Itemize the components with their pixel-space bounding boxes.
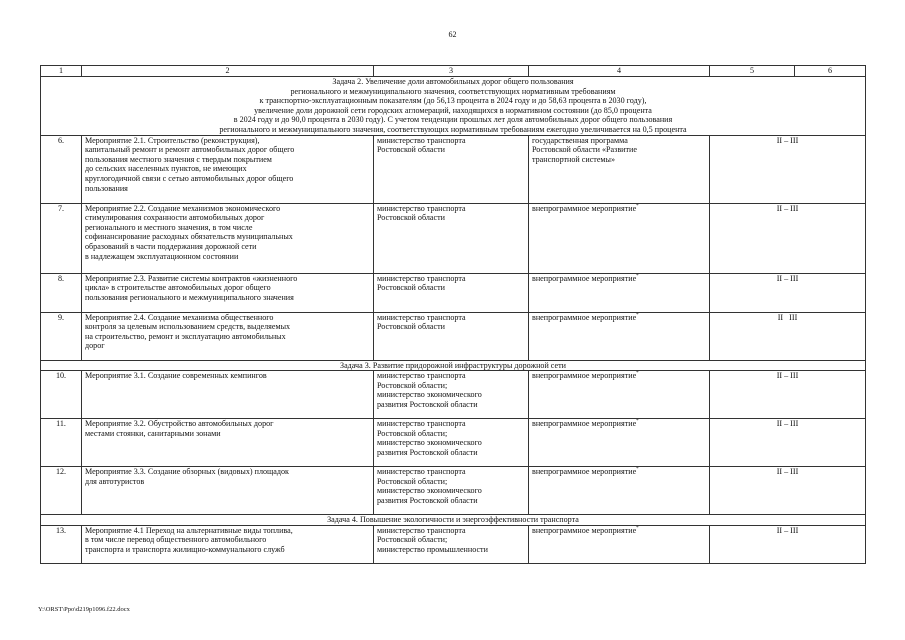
measures-table bbox=[40, 65, 866, 564]
table-row bbox=[41, 203, 866, 273]
measure-cell: Мероприятие 2.2. Создание механизмов экономического стимулирования сохранности автомобильных дорог регионального и местного значения, в том числе софинансирование расходных обязательств муниципальных образований в части поддержания дорожной сети в надлежащем эксплуатационном состоянии bbox=[82, 203, 374, 273]
footnote-mark: * bbox=[636, 371, 639, 377]
source-text: внепрограммное мероприятие bbox=[532, 203, 637, 213]
stage-cell: II – III bbox=[710, 371, 866, 419]
executor-cell: министерство транспорта Ростовской области bbox=[374, 203, 529, 273]
stage-cell: II – III bbox=[710, 525, 866, 563]
column-header: 2 bbox=[82, 66, 374, 77]
column-header: 5 bbox=[710, 66, 795, 77]
source-text: внепрограммное мероприятие bbox=[532, 371, 637, 381]
row-number: 13. bbox=[41, 525, 82, 563]
table-row bbox=[41, 467, 866, 515]
source-text: внепрограммное мероприятие bbox=[532, 525, 637, 535]
column-header: 3 bbox=[374, 66, 529, 77]
row-number: 12. bbox=[41, 467, 82, 515]
footnote-mark: * bbox=[636, 467, 639, 473]
footnote-mark: * bbox=[636, 312, 639, 318]
footnote-mark: * bbox=[636, 525, 639, 531]
column-header-row bbox=[41, 66, 866, 77]
source-cell bbox=[529, 419, 710, 467]
task-row bbox=[41, 77, 866, 136]
row-number: 11. bbox=[41, 419, 82, 467]
measure-cell: Мероприятие 3.1. Создание современных кемпингов bbox=[82, 371, 374, 419]
source-text: государственная программа Ростовской области «Развитие транспортной системы» bbox=[532, 135, 637, 164]
table-row bbox=[41, 525, 866, 563]
table-row bbox=[41, 273, 866, 312]
stage-cell: II III bbox=[710, 312, 866, 360]
task-row bbox=[41, 515, 866, 526]
stage-cell: II – III bbox=[710, 135, 866, 203]
task-4-heading: Задача 4. Повышение экологичности и энергоэффективности транспорта bbox=[41, 515, 866, 526]
source-cell bbox=[529, 525, 710, 563]
executor-cell: министерство транспорта Ростовской области; министерство экономического развития Ростовской области bbox=[374, 419, 529, 467]
page-number: 62 bbox=[448, 30, 457, 39]
table-row bbox=[41, 135, 866, 203]
task-row bbox=[41, 360, 866, 371]
column-header: 4 bbox=[529, 66, 710, 77]
table-row bbox=[41, 312, 866, 360]
measure-cell: Мероприятие 2.1. Строительство (реконструкция), капитальный ремонт и ремонт автомобильных дорог общего пользования местного значения с твердым покрытием до сельских населенных пунктов, не имеющих круглогодичной связи с сетью автомобильных дорог общего пользования bbox=[82, 135, 374, 203]
table-row bbox=[41, 419, 866, 467]
stage-cell: II – III bbox=[710, 203, 866, 273]
measure-cell: Мероприятие 3.3. Создание обзорных (видовых) площадок для автотуристов bbox=[82, 467, 374, 515]
executor-cell: министерство транспорта Ростовской области; министерство экономического развития Ростовской области bbox=[374, 371, 529, 419]
executor-cell: министерство транспорта Ростовской области; министерство промышленности bbox=[374, 525, 529, 563]
file-path-footer: Y:\ORST\Ppo\d219p1096.f22.docx bbox=[38, 606, 130, 613]
source-cell bbox=[529, 312, 710, 360]
executor-cell: министерство транспорта Ростовской области bbox=[374, 273, 529, 312]
task-3-heading: Задача 3. Развитие придорожной инфраструктуры дорожной сети bbox=[41, 360, 866, 371]
stage-cell: II – III bbox=[710, 419, 866, 467]
row-number: 10. bbox=[41, 371, 82, 419]
source-cell bbox=[529, 371, 710, 419]
source-cell bbox=[529, 273, 710, 312]
source-cell bbox=[529, 135, 710, 203]
executor-cell: министерство транспорта Ростовской области bbox=[374, 312, 529, 360]
executor-cell: министерство транспорта Ростовской области bbox=[374, 135, 529, 203]
source-cell bbox=[529, 203, 710, 273]
stage-cell: II – III bbox=[710, 273, 866, 312]
measure-cell: Мероприятие 3.2. Обустройство автомобильных дорог местами стоянки, санитарными зонами bbox=[82, 419, 374, 467]
stage-cell: II – III bbox=[710, 467, 866, 515]
row-number: 6. bbox=[41, 135, 82, 203]
executor-cell: министерство транспорта Ростовской области; министерство экономического развития Ростовской области bbox=[374, 467, 529, 515]
footnote-mark: * bbox=[636, 273, 639, 279]
footnote-mark: * bbox=[636, 419, 639, 425]
task-2-heading: Задача 2. Увеличение доли автомобильных дорог общего пользования регионального и межмуниципального значения, соответствующих нормативным требованиям к транспортно-эксплуатационным показателям (до 56,13 процента в 2024 году и до 58,63 процента в 2030 году), увеличение доли дорожной сети городских агломераций, находящихся в нормативном состоянии (до 85,0 процента в 2024 году и до 90,0 процента в 2030 году). С учетом тенденции прошлых лет доля автомобильных дорог общего пользования регионального и межмуниципального значения, соответствующих нормативным требованиям ежегодно увеличивается на 0,5 процента bbox=[41, 77, 866, 136]
measure-cell: Мероприятие 4.1 Переход на альтернативные виды топлива, в том числе перевод общественного автомобильного транспорта и транспорта жилищно-коммунального служб bbox=[82, 525, 374, 563]
measure-cell: Мероприятие 2.3. Развитие системы контрактов «жизненного цикла» в строительстве автомобильных дорог общего пользования регионального и межмуниципального значения bbox=[82, 273, 374, 312]
row-number: 9. bbox=[41, 312, 82, 360]
source-cell bbox=[529, 467, 710, 515]
column-header: 1 bbox=[41, 66, 82, 77]
footnote-mark: * bbox=[636, 203, 639, 209]
source-text: внепрограммное мероприятие bbox=[532, 273, 637, 283]
table-row bbox=[41, 371, 866, 419]
row-number: 8. bbox=[41, 273, 82, 312]
source-text: внепрограммное мероприятие bbox=[532, 312, 637, 322]
measure-cell: Мероприятие 2.4. Создание механизма общественного контроля за целевым использованием средств, выделяемых на строительство, ремонт и эксплуатацию автомобильных дорог bbox=[82, 312, 374, 360]
source-text: внепрограммное мероприятие bbox=[532, 419, 637, 429]
row-number: 7. bbox=[41, 203, 82, 273]
source-text: внепрограммное мероприятие bbox=[532, 467, 637, 477]
column-header: 6 bbox=[795, 66, 866, 77]
